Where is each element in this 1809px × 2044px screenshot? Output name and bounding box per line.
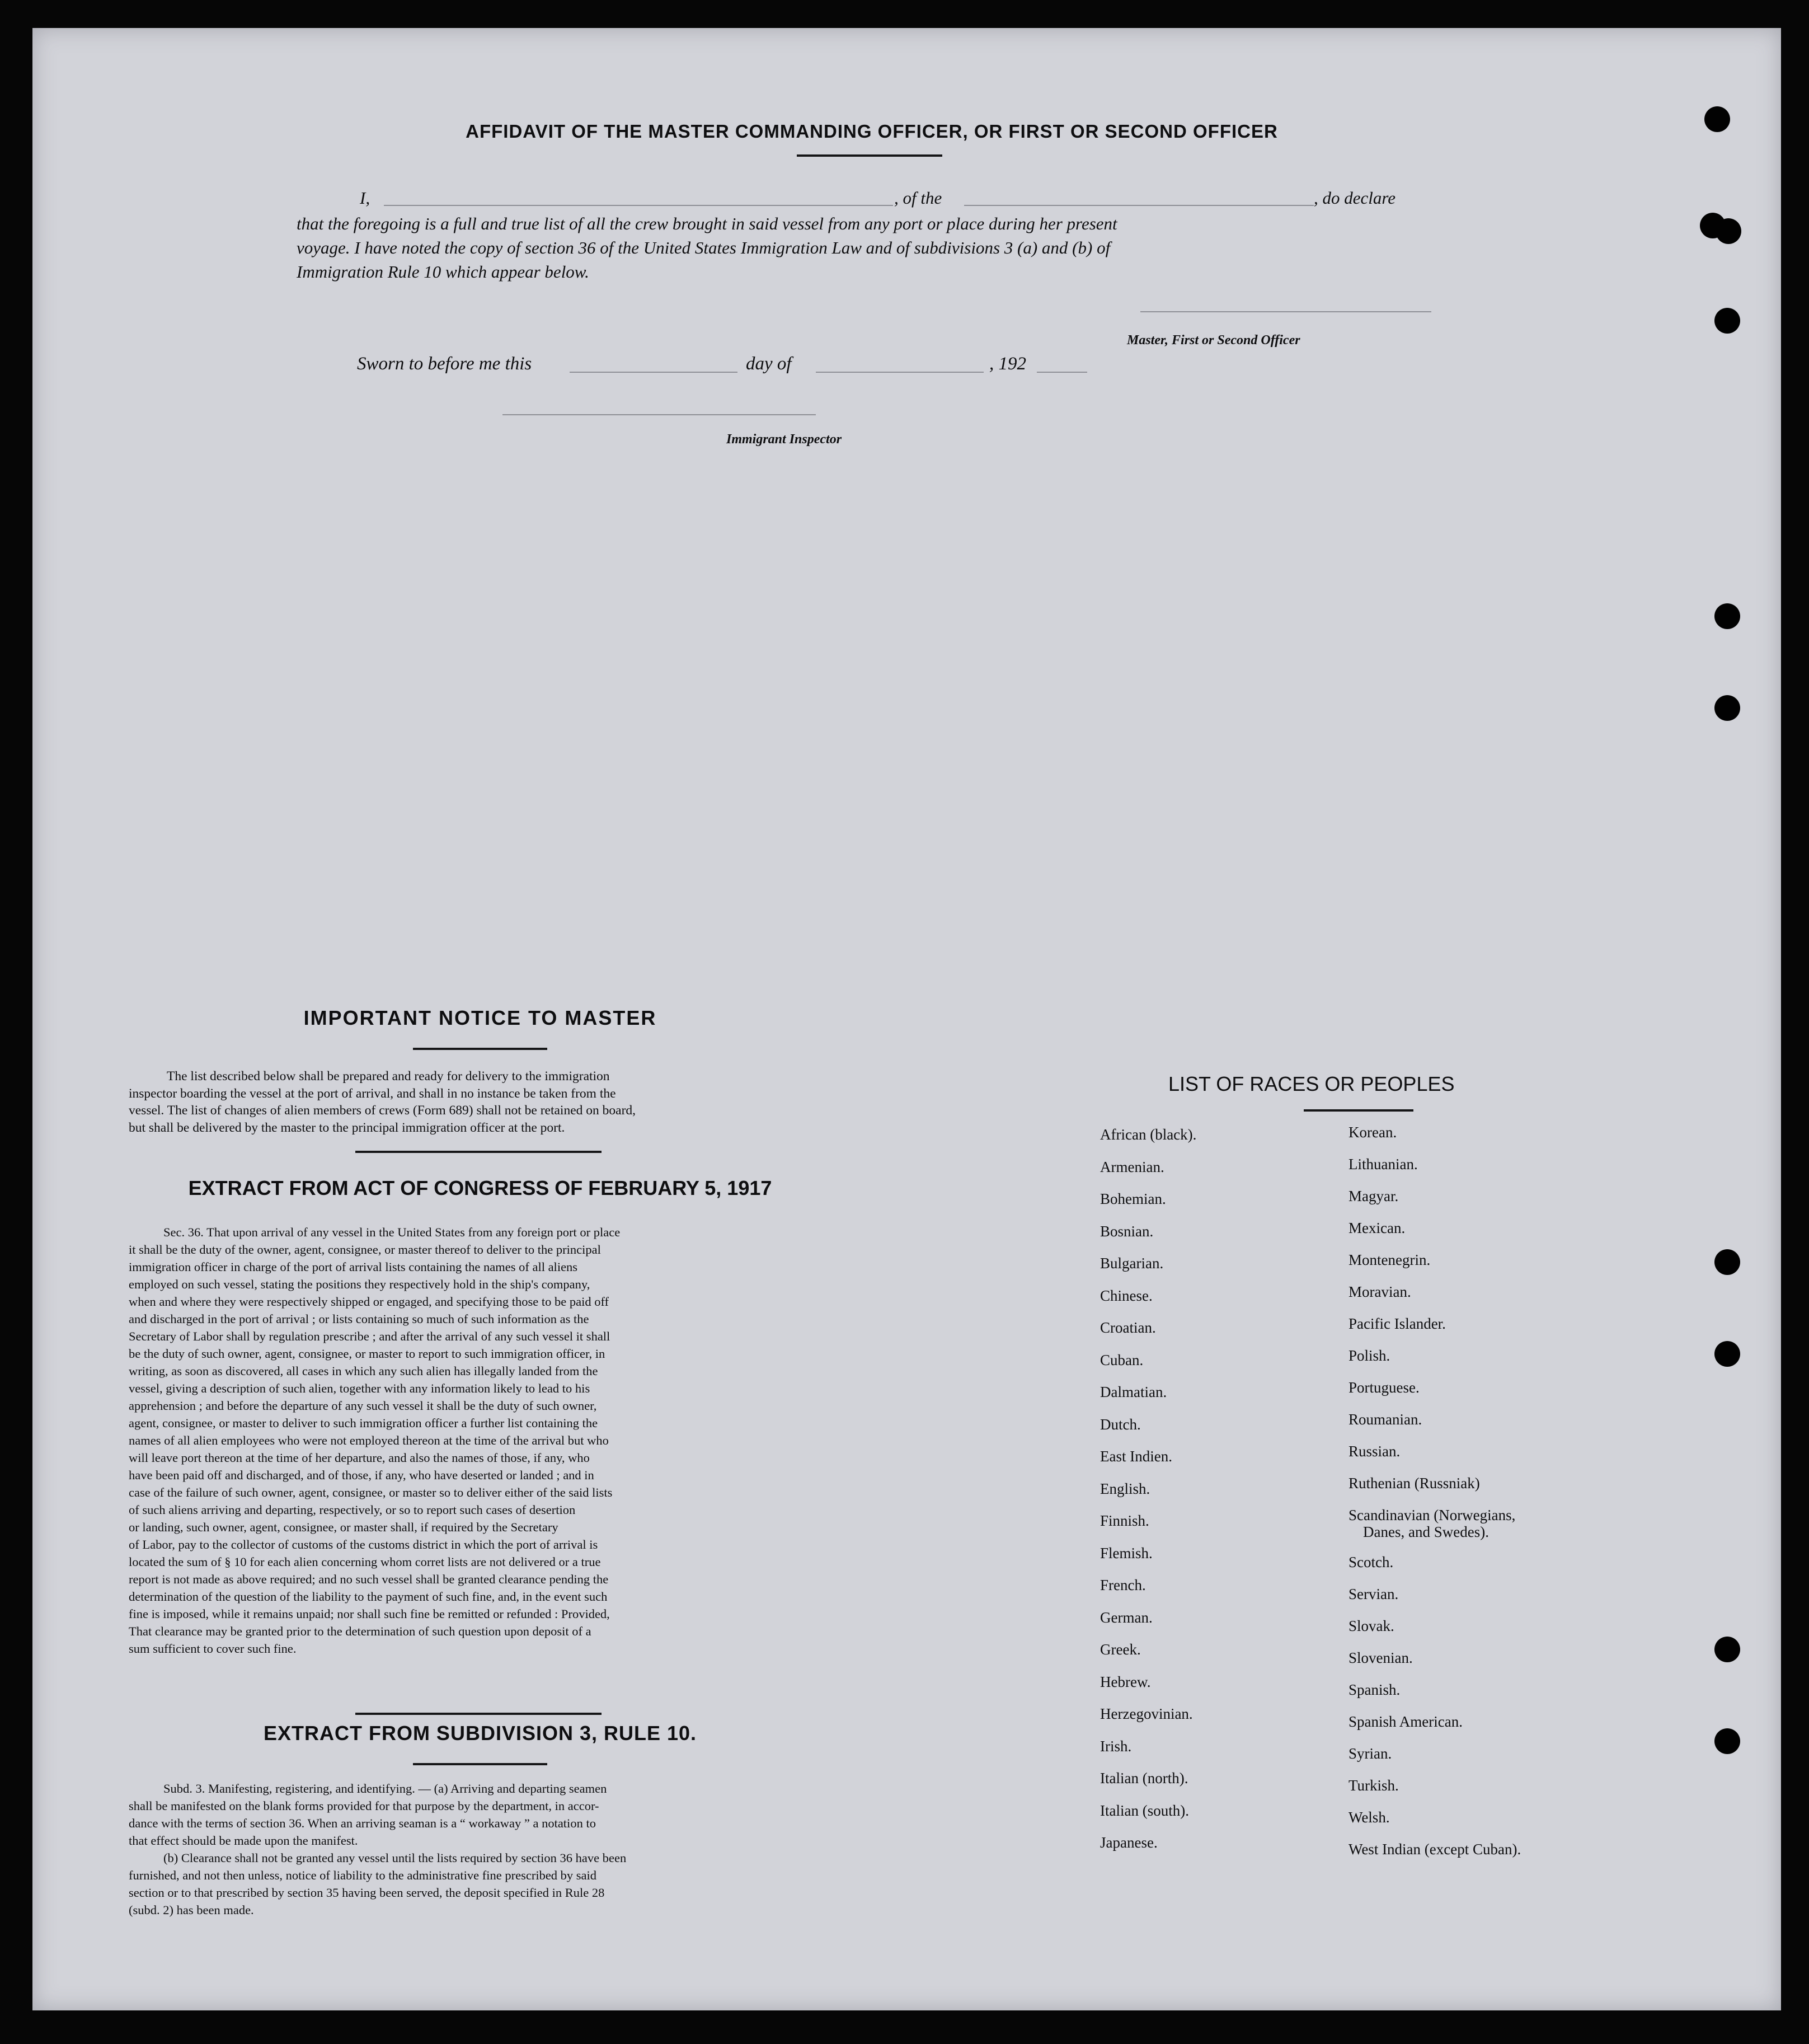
race-item: Servian. [1348,1586,1399,1602]
act-line: of Labor, pay to the collector of customs of the customs district in which the port of arrival is [129,1537,598,1551]
inspector-signature-blank[interactable] [502,414,816,415]
race-item: Hebrew. [1100,1673,1151,1690]
binder-hole [1714,695,1740,721]
act-line: names of all alien employees who were not employed thereon at the time of the arrival but who [129,1433,609,1447]
notice-line: but shall be delivered by the master to the principal immigration officer at the port. [129,1120,565,1135]
officer-name-blank[interactable] [384,205,893,206]
notice-line: vessel. The list of changes of alien members of crews (Form 689) shall not be retained on board, [129,1103,636,1118]
rule-text [129,1780,833,1919]
rule-line: that effect should be made upon the manifest. [129,1834,358,1848]
affidavit-title-rule [797,154,942,157]
race-item: Ruthenian (Russniak) [1348,1475,1480,1492]
notice-title-rule [413,1048,547,1050]
race-item: Mexican. [1348,1220,1406,1236]
notice-line: inspector boarding the vessel at the port of arrival, and shall in no instance be taken from the [129,1086,616,1101]
declaration-i: I, [360,188,370,208]
sworn-day-blank[interactable] [570,372,737,373]
race-item: Danes, and Swedes). [1363,1523,1489,1540]
act-line: case of the failure of such owner, agent, consignee, or master so to deliver either of the said lists [129,1485,613,1499]
race-item: Slovak. [1348,1618,1394,1634]
notice-title: IMPORTANT NOTICE TO MASTER [303,1006,657,1029]
race-item: African (black). [1100,1126,1197,1143]
sworn-year: , 192 [989,354,1026,374]
vessel-name-blank[interactable] [964,205,1314,206]
act-line: of such aliens arriving and departing, respectively, or so to report such cases of desertion [129,1503,576,1517]
act-line: vessel, giving a description of such alien, together with any information likely to lead to his [129,1381,590,1395]
race-item: Russian. [1348,1443,1401,1460]
declaration-line-4: Immigration Rule 10 which appear below. [297,262,589,282]
race-item: Syrian. [1348,1745,1392,1762]
rule-line: section or to that prescribed by section 35 having been served, the deposit specified in Rule 28 [129,1886,605,1900]
rule-line: dance with the terms of section 36. When an arriving seaman is a “ workaway ” a notation to [129,1816,596,1830]
binder-hole [1716,218,1741,244]
race-item: Croatian. [1100,1319,1156,1336]
act-line: it shall be the duty of the owner, agent, consignee, or master thereof to deliver to the principal [129,1243,601,1257]
act-line: report is not made as above required; and no such vessel shall be granted clearance pending the [129,1572,609,1586]
act-line: writing, as soon as discovered, all cases in which any such alien has illegally landed from the [129,1364,598,1378]
race-item: Greek. [1100,1641,1141,1658]
sworn-year-blank[interactable] [1037,372,1087,373]
race-item: Magyar. [1348,1188,1399,1204]
rule-line: Subd. 3. Manifesting, registering, and identifying. — (a) Arriving and departing seamen [163,1782,607,1795]
act-text [129,1223,833,1657]
rule-title-rule [413,1763,547,1765]
notice-text [129,1068,831,1136]
rule-line: (b) Clearance shall not be granted any vessel until the lists required by section 36 have been [163,1851,627,1865]
rule-line: shall be manifested on the blank forms provided for that purpose by the department, in accor- [129,1799,599,1813]
act-line: agent, consignee, or master to deliver to such immigration officer a further list containing the [129,1416,598,1430]
declaration-of-the: , of the [894,188,942,208]
race-item: Cuban. [1100,1351,1144,1368]
race-item: Slovenian. [1348,1649,1413,1666]
sworn-to: Sworn to before me this [357,354,532,374]
race-item: Armenian. [1100,1158,1164,1175]
act-line: determination of the question of the liability to the payment of such fine, and, in the event such [129,1590,608,1604]
race-item: Spanish. [1348,1681,1401,1698]
binder-hole [1714,603,1740,629]
binder-hole [1714,1637,1740,1662]
race-item: Scandinavian (Norwegians, [1348,1507,1516,1523]
act-line: located the sum of § 10 for each alien concerning whom corret lists are not delivered or a true [129,1555,601,1569]
race-item: Irish. [1100,1737,1132,1755]
act-line: and discharged in the port of arrival ; or lists containing so much of such information as the [129,1312,589,1326]
rule-line: (subd. 2) has been made. [129,1903,254,1917]
binder-hole [1714,1341,1740,1367]
race-item: Finnish. [1100,1512,1149,1529]
act-line: Secretary of Labor shall by regulation prescribe ; and after the arrival of any such vessel it shall [129,1329,610,1343]
binder-hole [1714,308,1740,334]
race-item: Bulgarian. [1100,1255,1164,1272]
act-line: have been paid off and discharged, and of those, if any, who have deserted or landed ; and in [129,1468,594,1482]
race-item: Polish. [1348,1347,1390,1364]
race-item: Spanish American. [1348,1713,1463,1730]
race-item: German. [1100,1609,1153,1626]
act-line: or landing, such owner, agent, consignee, or master shall, if required by the Secretary [129,1520,558,1534]
race-item: Turkish. [1348,1777,1399,1794]
race-item: Herzegovinian. [1100,1705,1193,1722]
race-item: Roumanian. [1348,1411,1422,1428]
race-item: Welsh. [1348,1809,1390,1826]
declaration-line-3: voyage. I have noted the copy of section 36 of the United States Immigration Law and of subdivisions 3 (a) and (b) of [297,238,1111,257]
sworn-month-blank[interactable] [816,372,984,373]
race-item: Japanese. [1100,1834,1158,1851]
rule-title: EXTRACT FROM SUBDIVISION 3, RULE 10. [263,1722,697,1745]
rule-line: furnished, and not then unless, notice of liability to the administrative fine prescribed by said [129,1868,597,1882]
act-line: apprehension ; and before the departure of any such vessel it shall be the duty of such owner, [129,1399,597,1413]
race-item: Korean. [1348,1124,1397,1141]
race-item: Scotch. [1348,1554,1394,1570]
race-item: Montenegrin. [1348,1251,1431,1268]
race-item: Moravian. [1348,1283,1411,1300]
act-line: immigration officer in charge of the port of arrival lists containing the names of all aliens [129,1260,578,1274]
affidavit-title: AFFIDAVIT OF THE MASTER COMMANDING OFFICER, OR FIRST OR SECOND OFFICER [466,121,1278,142]
race-item: English. [1100,1480,1150,1497]
act-line: will leave port thereon at the time of her departure, and also the names of those, if any, who [129,1451,590,1465]
master-signature-blank[interactable] [1140,311,1431,312]
sworn-day-of: day of [746,354,792,374]
declaration-do-declare: , do declare [1314,188,1396,208]
race-item: Italian (south). [1100,1802,1189,1819]
notice-line: The list described below shall be prepared and ready for delivery to the immigration [167,1069,610,1084]
race-item: Dalmatian. [1100,1384,1167,1400]
race-item: Lithuanian. [1348,1156,1418,1173]
notice-divider [355,1151,602,1153]
act-line: be the duty of such owner, agent, consignee, or master to report to such immigration officer, in [129,1347,605,1361]
race-item: Italian (north). [1100,1770,1188,1787]
act-line: fine is imposed, while it remains unpaid; nor shall such fine be remitted or refunded : Provided, [129,1607,610,1621]
races-title-rule [1304,1109,1413,1112]
act-line: That clearance may be granted prior to the determination of such question upon deposit of a [129,1624,591,1638]
act-title: EXTRACT FROM ACT OF CONGRESS OF FEBRUARY 5, 1917 [188,1176,772,1199]
race-item: Flemish. [1100,1544,1153,1562]
race-item: Portuguese. [1348,1379,1420,1396]
race-item: French. [1100,1577,1146,1593]
act-line: employed on such vessel, stating the positions they respectively hold in the ship's company, [129,1277,590,1291]
act-divider [355,1713,602,1715]
binder-hole [1714,1728,1740,1754]
act-line: Sec. 36. That upon arrival of any vessel in the United States from any foreign port or place [163,1225,621,1239]
inspector-label: Immigrant Inspector [726,432,842,447]
race-item: Bohemian. [1100,1190,1166,1207]
race-item: West Indian (except Cuban). [1348,1841,1521,1858]
race-item: East Indien. [1100,1448,1172,1465]
race-item: Pacific Islander. [1348,1315,1446,1332]
declaration-line-2: that the foregoing is a full and true list of all the crew brought in said vessel from any port or place during her present [297,214,1117,233]
race-item: Chinese. [1100,1287,1153,1304]
binder-hole [1704,106,1730,132]
race-item: Bosnian. [1100,1222,1154,1240]
races-title: LIST OF RACES OR PEOPLES [1168,1072,1455,1095]
master-signature-label: Master, First or Second Officer [1127,333,1300,348]
race-item: Dutch. [1100,1415,1141,1433]
form-page [32,28,1781,2010]
binder-hole [1714,1249,1740,1275]
act-line: when and where they were respectively shipped or engaged, and specifying those to be paid off [129,1295,609,1309]
act-line: sum sufficient to cover such fine. [129,1642,297,1656]
